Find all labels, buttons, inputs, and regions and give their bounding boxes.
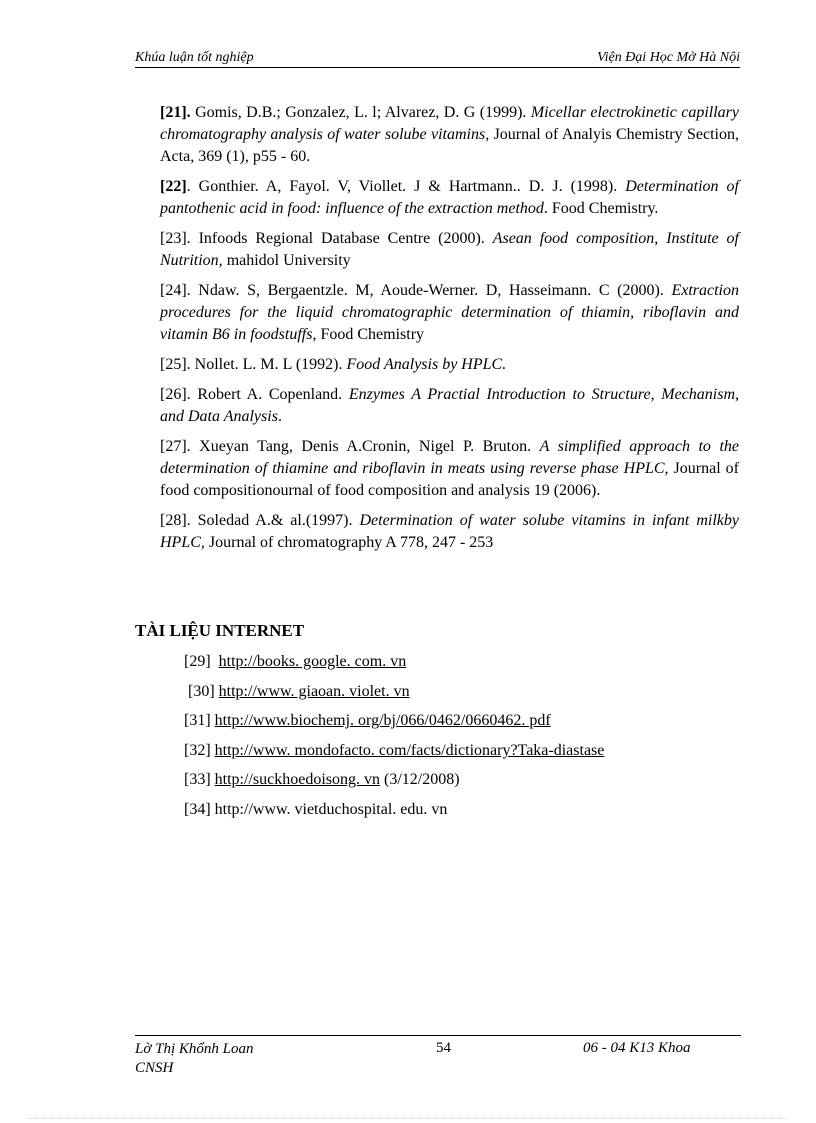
- reference-item: [160, 354, 739, 376]
- internet-reference-list: [184, 651, 604, 829]
- reference-title: Food Analysis by HPLC.: [346, 356, 507, 373]
- reference-title: Extraction procedures for the liquid chromatographic determination of thiamin, riboflavin and vitamin B6 in foodstuffs: [160, 282, 739, 343]
- reference-source: mahidol University: [222, 252, 351, 269]
- reference-item: [160, 280, 739, 346]
- reference-authors: Gomis, D.B.; Gonzalez, L. l; Alvarez, D. G (1999).: [190, 104, 531, 121]
- reference-authors: Xueyan Tang, Denis A.Cronin, Nigel P. Bruton.: [190, 438, 540, 455]
- reference-link[interactable]: http://www. mondofacto. com/facts/dictionary?Taka-diastase: [214, 741, 605, 759]
- internet-reference-item: [184, 651, 604, 681]
- reference-source: Journal of chromatography A 778, 247 - 253: [204, 534, 494, 551]
- reference-number: [31]: [184, 712, 215, 730]
- header-thesis-title: Khúa luận tốt nghiệp: [135, 50, 254, 65]
- reference-authors: Robert A. Copenland.: [190, 386, 349, 403]
- reference-date: (3/12/2008): [379, 771, 460, 789]
- reference-title: Asean food composition, Institute of Nutrition,: [160, 230, 739, 269]
- reference-number: [29]: [184, 653, 219, 670]
- page-edge-divider: [28, 1118, 788, 1119]
- reference-title: Enzymes A Practial Introduction to Structure, Mechanism, and Data Analysis: [160, 386, 740, 425]
- footer-class: 06 - 04 K13 Khoa: [583, 1040, 691, 1056]
- reference-authors: Soledad A.& al.(1997).: [190, 512, 360, 529]
- reference-authors: Infoods Regional Database Centre (2000).: [190, 230, 493, 247]
- reference-link[interactable]: http://www. giaoan. violet. vn: [218, 682, 410, 700]
- page-number: 54: [436, 1040, 451, 1056]
- reference-number: [21].: [160, 104, 191, 121]
- reference-number: [24].: [160, 282, 191, 299]
- reference-item: [160, 228, 739, 272]
- reference-number: [22]: [160, 178, 187, 195]
- reference-list: [160, 102, 739, 562]
- reference-source: Journal of food compositionournal of food composition and analysis 19 (2006).: [160, 460, 739, 499]
- internet-reference-item: [184, 740, 604, 770]
- reference-source: .: [277, 408, 282, 425]
- page-header: [135, 50, 740, 68]
- reference-number: [32]: [184, 741, 215, 759]
- reference-link[interactable]: http://suckhoedoisong. vn: [214, 771, 380, 789]
- reference-link[interactable]: http://books. google. com. vn: [218, 653, 407, 670]
- internet-reference-item: [184, 799, 604, 829]
- reference-number: [27].: [160, 438, 191, 455]
- reference-source: , Food Chemistry: [312, 326, 425, 343]
- reference-number: [30]: [184, 682, 219, 700]
- reference-number: [34]: [184, 800, 215, 818]
- reference-number: [26].: [160, 386, 191, 403]
- reference-authors: Nollet. L. M. L (1992).: [190, 356, 347, 373]
- reference-authors: . Gonthier. A, Fayol. V, Viollet. J & Hartmann.. D. J. (1998).: [186, 178, 626, 195]
- reference-source: Journal of Analyis Chemistry Section, Acta, 369 (1), p55 - 60.: [160, 126, 739, 165]
- reference-item: [160, 102, 739, 168]
- reference-title: Determination of water solube vitamins in infant milkby HPLC,: [160, 512, 739, 551]
- reference-item: [160, 384, 739, 428]
- reference-title: Determination of pantothenic acid in food: influence of the extraction method: [160, 178, 739, 217]
- reference-item: [160, 510, 739, 554]
- reference-item: [160, 436, 739, 502]
- reference-authors: Ndaw. S, Bergaentzle. M, Aoude-Werner. D, Hasseimann. C (2000).: [190, 282, 672, 299]
- reference-source: . Food Chemistry.: [543, 200, 659, 217]
- reference-number: [23].: [160, 230, 191, 247]
- reference-link[interactable]: http://www.biochemj. org/bj/066/0462/0660462. pdf: [214, 712, 551, 730]
- reference-number: [33]: [184, 771, 215, 789]
- reference-link: http://www. vietduchospital. edu. vn: [214, 800, 448, 818]
- reference-number: [25].: [160, 356, 191, 373]
- internet-reference-item: [184, 769, 604, 799]
- internet-references-heading: TÀI LIỆU INTERNET: [135, 621, 305, 640]
- internet-reference-item: [184, 681, 604, 711]
- author-name: Lờ Thị Khổnh Loan: [135, 1041, 254, 1057]
- author-major: CNSH: [135, 1060, 174, 1076]
- footer-author: [135, 1040, 253, 1078]
- reference-title: A simplified approach to the determination of thiamine and riboflavin in meats using reverse phase HPLC,: [160, 438, 739, 477]
- reference-item: [160, 176, 739, 220]
- header-institution: Viện Đại Học Mở Hà Nội: [597, 50, 740, 65]
- internet-reference-item: [184, 710, 604, 740]
- reference-number: [28].: [160, 512, 191, 529]
- footer-divider: [135, 1035, 741, 1036]
- reference-title: Micellar electrokinetic capillary chromatography analysis of water solube vitamins,: [160, 104, 740, 143]
